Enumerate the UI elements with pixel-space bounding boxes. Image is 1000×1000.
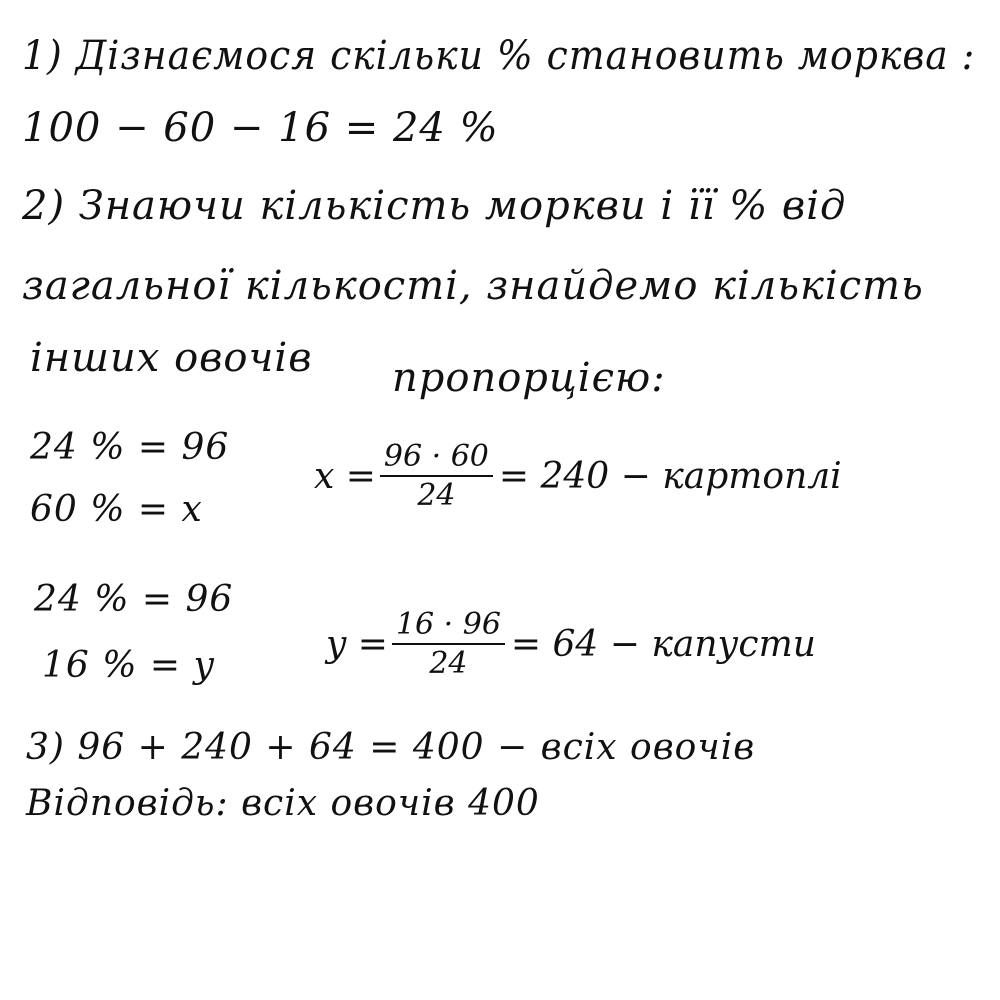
proportion1-result: = 240 − картоплі xyxy=(498,455,842,497)
proportion1-row1: 24 % = 96 xyxy=(30,427,230,468)
proportion1-lhs: x = xyxy=(314,455,376,497)
proportion2-result: = 64 − капусти xyxy=(510,623,816,665)
proportion2-row2: 16 % = y xyxy=(42,645,215,686)
proportion1-formula xyxy=(314,439,844,513)
proportion1-row2: 60 % = x xyxy=(30,489,203,530)
proportion2-denominator: 24 xyxy=(429,646,468,681)
step1-calc: 100 − 60 − 16 = 24 % xyxy=(22,105,499,151)
step1-heading: 1) Дізнаємося скільки % становить морква : xyxy=(22,33,976,79)
step2-line3b: пропорцією: xyxy=(392,355,666,401)
proportion2-row1: 24 % = 96 xyxy=(34,579,234,620)
step2-line1: 2) Знаючи кількість моркви і її % від xyxy=(22,183,847,229)
step2-line2: загальної кількості, знайдемо кількість xyxy=(22,263,924,309)
proportion1-numerator: 96 · 60 xyxy=(383,439,489,474)
proportion2-numerator: 16 · 96 xyxy=(395,607,501,642)
answer-text: Відповідь: всіх овочів 400 xyxy=(26,783,540,824)
proportion2-fraction xyxy=(392,607,505,681)
proportion1-denominator: 24 xyxy=(417,478,456,513)
proportion2-formula xyxy=(326,607,818,681)
proportion2-lhs: y = xyxy=(326,623,388,665)
step3-calc: 3) 96 + 240 + 64 = 400 − всіх овочів xyxy=(26,727,756,768)
proportion1-fraction xyxy=(380,439,493,513)
step2-line3: інших овочів xyxy=(30,335,313,381)
